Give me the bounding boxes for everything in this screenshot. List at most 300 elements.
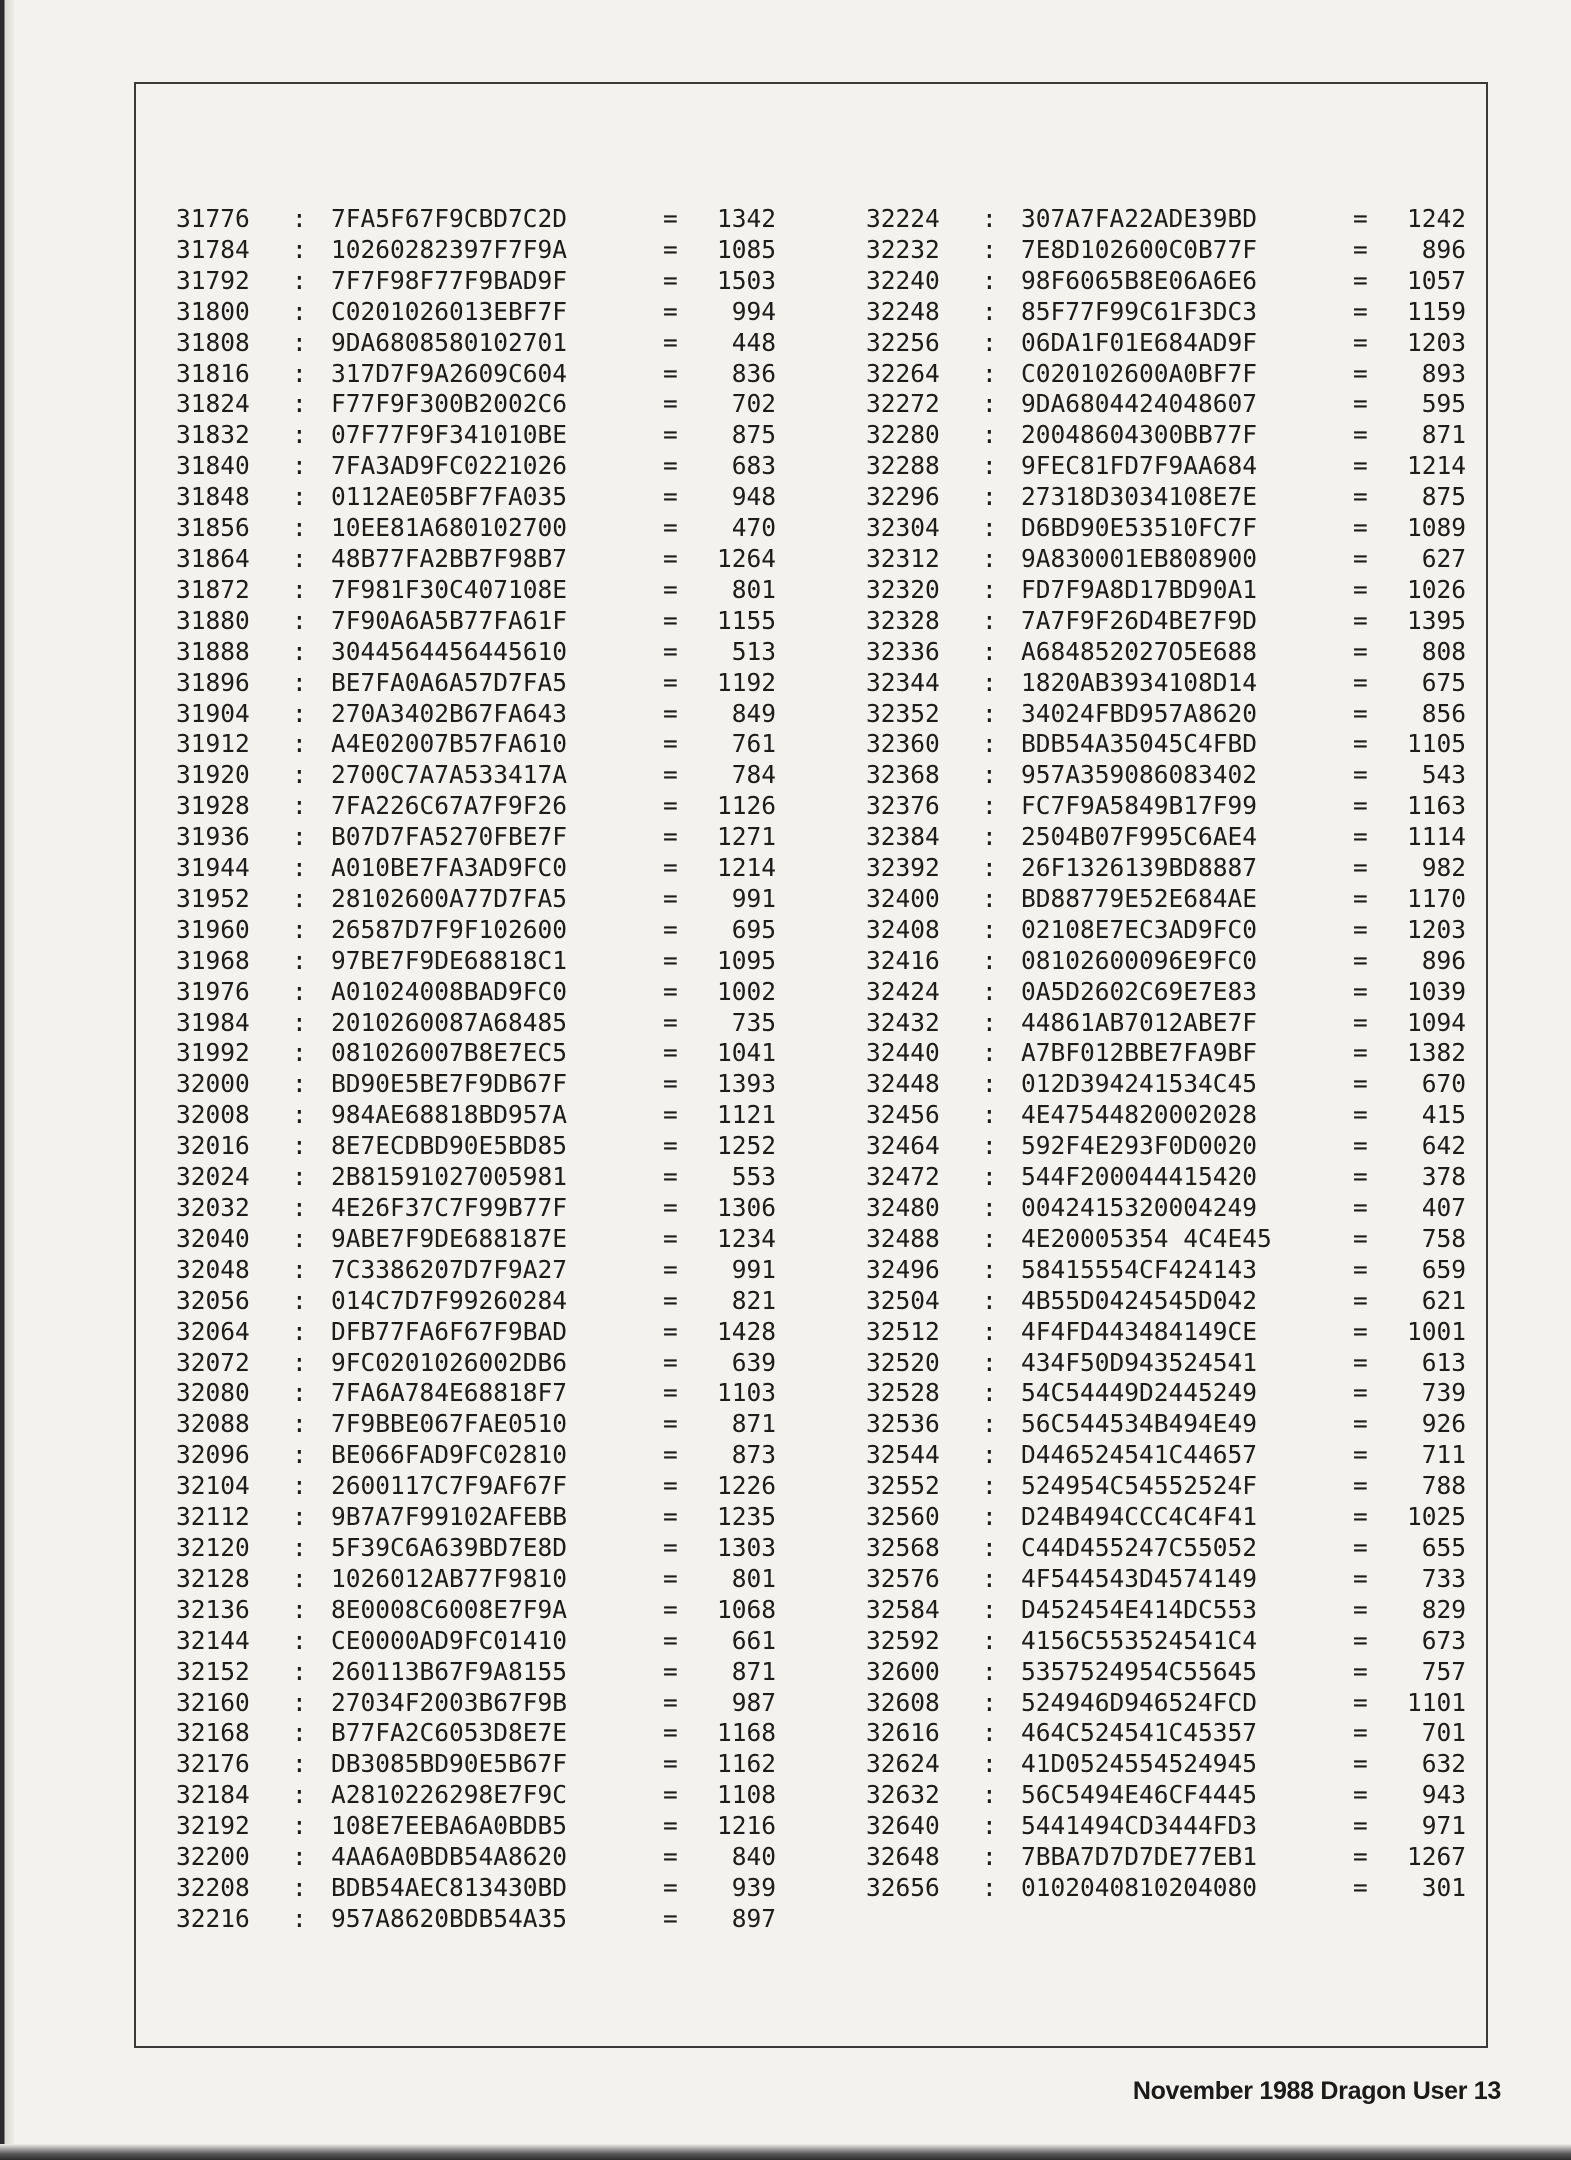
listing-row (866, 1131, 1466, 1162)
listing-row (866, 1842, 1466, 1873)
checksum-cell: 987 (731, 1687, 776, 1717)
hex-data-cell: BD90E5BE7F9DB67F (331, 1069, 568, 1099)
listing-row (176, 451, 776, 482)
listing-row (866, 297, 1466, 328)
separator-colon: : (982, 1872, 997, 1902)
hex-data-cell: 108E7EEBA6A0BDB5 (331, 1811, 568, 1841)
equals-sign: = (1353, 389, 1368, 419)
hex-data-cell: A4E02007B57FA610 (331, 729, 568, 759)
hex-data-cell: 4F544543D4574149 (1021, 1563, 1258, 1593)
checksum-cell: 871 (731, 1656, 776, 1686)
hex-data-cell: 41D0524554524945 (1021, 1749, 1258, 1779)
equals-sign: = (663, 389, 678, 419)
listing-row (866, 420, 1466, 451)
hex-data-cell: 7F7F98F77F9BAD9F (331, 265, 568, 295)
equals-sign: = (663, 1162, 678, 1192)
checksum-cell: 415 (1421, 1100, 1466, 1130)
address-cell: 32408 (866, 914, 940, 944)
separator-colon: : (982, 204, 997, 233)
address-cell: 32392 (866, 853, 940, 883)
listing-row (176, 1471, 776, 1502)
checksum-cell: 1001 (1406, 1316, 1466, 1346)
listing-row (176, 1378, 776, 1409)
listing-row (866, 822, 1466, 853)
equals-sign: = (663, 420, 678, 450)
address-cell: 32224 (866, 204, 940, 233)
address-cell: 32600 (866, 1656, 940, 1686)
separator-colon: : (982, 1316, 997, 1346)
hex-data-cell: 464C524541C45357 (1021, 1718, 1258, 1748)
equals-sign: = (1353, 636, 1368, 666)
checksum-cell: 639 (731, 1347, 776, 1377)
checksum-cell: 1382 (1406, 1038, 1466, 1068)
listing-row (176, 1564, 776, 1595)
separator-colon: : (292, 1563, 307, 1593)
address-cell: 32168 (176, 1718, 250, 1748)
listing-row (866, 1193, 1466, 1224)
hex-data-cell: 2700C7A7A533417A (331, 760, 568, 790)
equals-sign: = (1353, 1563, 1368, 1593)
address-cell: 32048 (176, 1254, 250, 1284)
equals-sign: = (663, 1378, 678, 1408)
address-cell: 32576 (866, 1563, 940, 1593)
hex-data-cell: BE066FAD9FC02810 (331, 1440, 568, 1470)
checksum-cell: 971 (1421, 1811, 1466, 1841)
hex-data-cell: B77FA2C6053D8E7E (331, 1718, 568, 1748)
checksum-cell: 991 (731, 1254, 776, 1284)
hex-data-cell: 7FA3AD9FC0221026 (331, 451, 568, 481)
separator-colon: : (982, 1254, 997, 1284)
equals-sign: = (663, 636, 678, 666)
checksum-cell: 661 (731, 1625, 776, 1655)
separator-colon: : (982, 1100, 997, 1130)
hex-data-cell: 984AE68818BD957A (331, 1100, 568, 1130)
equals-sign: = (1353, 883, 1368, 913)
separator-colon: : (292, 1440, 307, 1470)
checksum-cell: 1234 (716, 1223, 776, 1253)
address-cell: 32200 (176, 1842, 250, 1872)
address-cell: 32592 (866, 1625, 940, 1655)
listing-row (866, 575, 1466, 606)
address-cell: 32152 (176, 1656, 250, 1686)
checksum-cell: 701 (1421, 1718, 1466, 1748)
checksum-cell: 1108 (716, 1780, 776, 1810)
listing-row (866, 1008, 1466, 1039)
separator-colon: : (292, 1532, 307, 1562)
separator-colon: : (292, 1409, 307, 1439)
equals-sign: = (663, 451, 678, 481)
separator-colon: : (292, 1038, 307, 1068)
equals-sign: = (663, 1594, 678, 1624)
equals-sign: = (1353, 1471, 1368, 1501)
checksum-cell: 1214 (1406, 451, 1466, 481)
listing-row (176, 946, 776, 977)
separator-colon: : (982, 1749, 997, 1779)
listing-row (866, 1038, 1466, 1069)
address-cell: 32192 (176, 1811, 250, 1841)
checksum-cell: 673 (1421, 1625, 1466, 1655)
listing-row (866, 699, 1466, 730)
listing-row (866, 791, 1466, 822)
checksum-cell: 1306 (716, 1193, 776, 1222)
address-cell: 32096 (176, 1440, 250, 1470)
address-cell: 32448 (866, 1069, 940, 1099)
address-cell: 32440 (866, 1038, 940, 1068)
equals-sign: = (1353, 1532, 1368, 1562)
equals-sign: = (663, 1285, 678, 1315)
address-cell: 32512 (866, 1316, 940, 1346)
address-cell: 32104 (176, 1471, 250, 1501)
listing-row (176, 1749, 776, 1780)
hex-data-cell: 7FA226C67A7F9F26 (331, 791, 568, 821)
address-cell: 32128 (176, 1563, 250, 1593)
address-cell: 32264 (866, 358, 940, 388)
listing-row (866, 1378, 1466, 1409)
address-cell: 32208 (176, 1872, 250, 1902)
separator-colon: : (982, 420, 997, 450)
hex-data-cell: 7A7F9F26D4BE7F9D (1021, 605, 1258, 635)
equals-sign: = (1353, 451, 1368, 481)
address-cell: 32288 (866, 451, 940, 481)
checksum-cell: 1159 (1406, 296, 1466, 326)
address-cell: 31856 (176, 513, 250, 543)
address-cell: 32384 (866, 822, 940, 852)
equals-sign: = (663, 1749, 678, 1779)
separator-colon: : (292, 204, 307, 233)
checksum-cell: 875 (731, 420, 776, 450)
checksum-cell: 982 (1421, 853, 1466, 883)
equals-sign: = (1353, 1656, 1368, 1686)
equals-sign: = (1353, 976, 1368, 1006)
listing-row (176, 359, 776, 390)
equals-sign: = (663, 945, 678, 975)
separator-colon: : (292, 1842, 307, 1872)
checksum-cell: 948 (731, 482, 776, 512)
separator-colon: : (292, 822, 307, 852)
listing-row (176, 1100, 776, 1131)
checksum-cell: 642 (1421, 1131, 1466, 1161)
checksum-cell: 1252 (716, 1131, 776, 1161)
checksum-cell: 655 (1421, 1532, 1466, 1562)
hex-data-cell: BD88779E52E684AE (1021, 883, 1258, 913)
equals-sign: = (663, 760, 678, 790)
equals-sign: = (1353, 574, 1368, 604)
checksum-cell: 1163 (1406, 791, 1466, 821)
listing-row (176, 1348, 776, 1379)
separator-colon: : (982, 1594, 997, 1624)
hex-data-cell: 0102040810204080 (1021, 1872, 1258, 1902)
listing-row (176, 544, 776, 575)
address-cell: 31952 (176, 883, 250, 913)
checksum-cell: 875 (1421, 482, 1466, 512)
separator-colon: : (292, 667, 307, 697)
listing-row (176, 915, 776, 946)
equals-sign: = (1353, 698, 1368, 728)
hex-data-cell: 27034F2003B67F9B (331, 1687, 568, 1717)
listing-column-right (866, 204, 1466, 1904)
checksum-cell: 670 (1421, 1069, 1466, 1099)
equals-sign: = (1353, 513, 1368, 543)
hex-data-cell: 1820AB3934108D14 (1021, 667, 1258, 697)
address-cell: 32488 (866, 1223, 940, 1253)
listing-row (176, 328, 776, 359)
page-bottom-shadow (0, 2144, 1571, 2160)
separator-colon: : (982, 729, 997, 759)
separator-colon: : (982, 1718, 997, 1748)
checksum-cell: 808 (1421, 636, 1466, 666)
separator-colon: : (292, 1100, 307, 1130)
separator-colon: : (292, 1656, 307, 1686)
separator-colon: : (292, 543, 307, 573)
equals-sign: = (1353, 914, 1368, 944)
listing-row (176, 853, 776, 884)
checksum-cell: 632 (1421, 1749, 1466, 1779)
listing-row (866, 1100, 1466, 1131)
hex-data-cell: 2504B07F995C6AE4 (1021, 822, 1258, 852)
address-cell: 32528 (866, 1378, 940, 1408)
separator-colon: : (982, 1285, 997, 1315)
listing-row (176, 1657, 776, 1688)
separator-colon: : (982, 1347, 997, 1377)
listing-row (176, 204, 776, 235)
address-cell: 32032 (176, 1193, 250, 1222)
hex-data-cell: 014C7D7F99260284 (331, 1285, 568, 1315)
hex-data-cell: 307A7FA22ADE39BD (1021, 204, 1258, 233)
checksum-cell: 926 (1421, 1409, 1466, 1439)
equals-sign: = (663, 543, 678, 573)
separator-colon: : (292, 513, 307, 543)
separator-colon: : (292, 1749, 307, 1779)
equals-sign: = (663, 1625, 678, 1655)
listing-row (176, 606, 776, 637)
address-cell: 31808 (176, 327, 250, 357)
equals-sign: = (663, 265, 678, 295)
address-cell: 32560 (866, 1502, 940, 1532)
checksum-cell: 613 (1421, 1347, 1466, 1377)
hex-data-cell: 7E8D102600C0B77F (1021, 234, 1258, 264)
address-cell: 32024 (176, 1162, 250, 1192)
equals-sign: = (1353, 1100, 1368, 1130)
equals-sign: = (1353, 1316, 1368, 1346)
separator-colon: : (292, 1254, 307, 1284)
checksum-cell: 1216 (716, 1811, 776, 1841)
hex-data-cell: 10EE81A680102700 (331, 513, 568, 543)
checksum-cell: 595 (1421, 389, 1466, 419)
address-cell: 32416 (866, 945, 940, 975)
address-cell: 32456 (866, 1100, 940, 1130)
separator-colon: : (982, 1409, 997, 1439)
equals-sign: = (1353, 327, 1368, 357)
separator-colon: : (292, 976, 307, 1006)
address-cell: 31984 (176, 1007, 250, 1037)
listing-row (176, 822, 776, 853)
address-cell: 31800 (176, 296, 250, 326)
listing-row (176, 1626, 776, 1657)
checksum-cell: 1203 (1406, 914, 1466, 944)
separator-colon: : (982, 296, 997, 326)
checksum-cell: 735 (731, 1007, 776, 1037)
listing-row (176, 1533, 776, 1564)
listing-row (866, 1162, 1466, 1193)
separator-colon: : (292, 358, 307, 388)
address-cell: 32640 (866, 1811, 940, 1841)
hex-data-cell: B07D7FA5270FBE7F (331, 822, 568, 852)
hex-data-cell: 4156C553524541C4 (1021, 1625, 1258, 1655)
equals-sign: = (1353, 358, 1368, 388)
hex-data-cell: 9B7A7F99102AFEBB (331, 1502, 568, 1532)
address-cell: 32216 (176, 1903, 250, 1933)
checksum-cell: 1226 (716, 1471, 776, 1501)
address-cell: 32304 (866, 513, 940, 543)
listing-row (176, 729, 776, 760)
equals-sign: = (1353, 1162, 1368, 1192)
checksum-cell: 1095 (716, 945, 776, 975)
listing-row (176, 1069, 776, 1100)
equals-sign: = (663, 482, 678, 512)
hex-data-cell: BDB54AEC813430BD (331, 1872, 568, 1902)
separator-colon: : (982, 791, 997, 821)
listing-row (176, 977, 776, 1008)
address-cell: 32072 (176, 1347, 250, 1377)
separator-colon: : (982, 1223, 997, 1253)
separator-colon: : (292, 791, 307, 821)
checksum-cell: 897 (731, 1903, 776, 1933)
checksum-cell: 1101 (1406, 1687, 1466, 1717)
equals-sign: = (663, 1903, 678, 1933)
listing-row (866, 1255, 1466, 1286)
separator-colon: : (982, 636, 997, 666)
address-cell: 32000 (176, 1069, 250, 1099)
separator-colon: : (982, 543, 997, 573)
listing-row (866, 760, 1466, 791)
address-cell: 32504 (866, 1285, 940, 1315)
listing-row (176, 297, 776, 328)
address-cell: 32616 (866, 1718, 940, 1748)
separator-colon: : (982, 482, 997, 512)
separator-colon: : (982, 265, 997, 295)
checksum-cell: 683 (731, 451, 776, 481)
separator-colon: : (982, 760, 997, 790)
listing-row (866, 482, 1466, 513)
listing-row (176, 235, 776, 266)
listing-row (176, 1317, 776, 1348)
hex-data-cell: FD7F9A8D17BD90A1 (1021, 574, 1258, 604)
equals-sign: = (1353, 945, 1368, 975)
listing-row (866, 946, 1466, 977)
checksum-cell: 991 (731, 883, 776, 913)
checksum-cell: 1057 (1406, 265, 1466, 295)
separator-colon: : (292, 605, 307, 635)
separator-colon: : (982, 451, 997, 481)
hex-data-cell: 34024FBD957A8620 (1021, 698, 1258, 728)
equals-sign: = (663, 853, 678, 883)
separator-colon: : (982, 1193, 997, 1222)
equals-sign: = (663, 1471, 678, 1501)
listing-row (176, 575, 776, 606)
hex-data-cell: BE7FA0A6A57D7FA5 (331, 667, 568, 697)
separator-colon: : (292, 451, 307, 481)
checksum-cell: 1105 (1406, 729, 1466, 759)
hex-data-cell: 07F77F9F341010BE (331, 420, 568, 450)
checksum-cell: 758 (1421, 1223, 1466, 1253)
address-cell: 32232 (866, 234, 940, 264)
listing-row (176, 513, 776, 544)
equals-sign: = (663, 1193, 678, 1222)
checksum-cell: 1303 (716, 1532, 776, 1562)
listing-row (866, 204, 1466, 235)
listing-row (866, 1873, 1466, 1904)
listing-row (866, 1348, 1466, 1379)
checksum-cell: 659 (1421, 1254, 1466, 1284)
checksum-cell: 873 (731, 1440, 776, 1470)
address-cell: 32280 (866, 420, 940, 450)
checksum-cell: 1395 (1406, 605, 1466, 635)
hex-data-cell: 5357524954C55645 (1021, 1656, 1258, 1686)
address-cell: 32584 (866, 1594, 940, 1624)
hex-data-cell: 5F39C6A639BD7E8D (331, 1532, 568, 1562)
hex-data-cell: 9FC0201026002DB6 (331, 1347, 568, 1377)
separator-colon: : (982, 605, 997, 635)
address-cell: 32312 (866, 543, 940, 573)
checksum-cell: 1026 (1406, 574, 1466, 604)
address-cell: 32656 (866, 1872, 940, 1902)
address-cell: 32120 (176, 1532, 250, 1562)
hex-data-cell: F77F9F300B2002C6 (331, 389, 568, 419)
checksum-cell: 1068 (716, 1594, 776, 1624)
checksum-cell: 1039 (1406, 976, 1466, 1006)
checksum-cell: 1271 (716, 822, 776, 852)
checksum-cell: 994 (731, 296, 776, 326)
checksum-cell: 761 (731, 729, 776, 759)
hex-data-cell: 98F6065B8E06A6E6 (1021, 265, 1258, 295)
separator-colon: : (292, 1193, 307, 1222)
checksum-cell: 407 (1421, 1193, 1466, 1222)
equals-sign: = (1353, 1842, 1368, 1872)
separator-colon: : (292, 482, 307, 512)
equals-sign: = (663, 1563, 678, 1593)
listing-row (866, 606, 1466, 637)
address-cell: 32320 (866, 574, 940, 604)
address-cell: 32424 (866, 976, 940, 1006)
checksum-cell: 448 (731, 327, 776, 357)
separator-colon: : (292, 1285, 307, 1315)
hex-data-cell: 7FA6A784E68818F7 (331, 1378, 568, 1408)
listing-row (866, 544, 1466, 575)
equals-sign: = (663, 1811, 678, 1841)
listing-row (176, 266, 776, 297)
address-cell: 32344 (866, 667, 940, 697)
address-cell: 32496 (866, 1254, 940, 1284)
address-cell: 32256 (866, 327, 940, 357)
listing-row (866, 1317, 1466, 1348)
listing-row (176, 1595, 776, 1626)
listing-row (866, 1440, 1466, 1471)
equals-sign: = (663, 883, 678, 913)
address-cell: 32568 (866, 1532, 940, 1562)
equals-sign: = (663, 1007, 678, 1037)
equals-sign: = (663, 358, 678, 388)
address-cell: 32008 (176, 1100, 250, 1130)
hex-data-cell: 7F90A6A5B77FA61F (331, 605, 568, 635)
separator-colon: : (982, 1811, 997, 1841)
hex-data-cell: 7BBA7D7D7DE77EB1 (1021, 1842, 1258, 1872)
checksum-cell: 702 (731, 389, 776, 419)
equals-sign: = (1353, 1347, 1368, 1377)
address-cell: 32376 (866, 791, 940, 821)
separator-colon: : (982, 698, 997, 728)
checksum-cell: 1089 (1406, 513, 1466, 543)
listing-row (866, 884, 1466, 915)
